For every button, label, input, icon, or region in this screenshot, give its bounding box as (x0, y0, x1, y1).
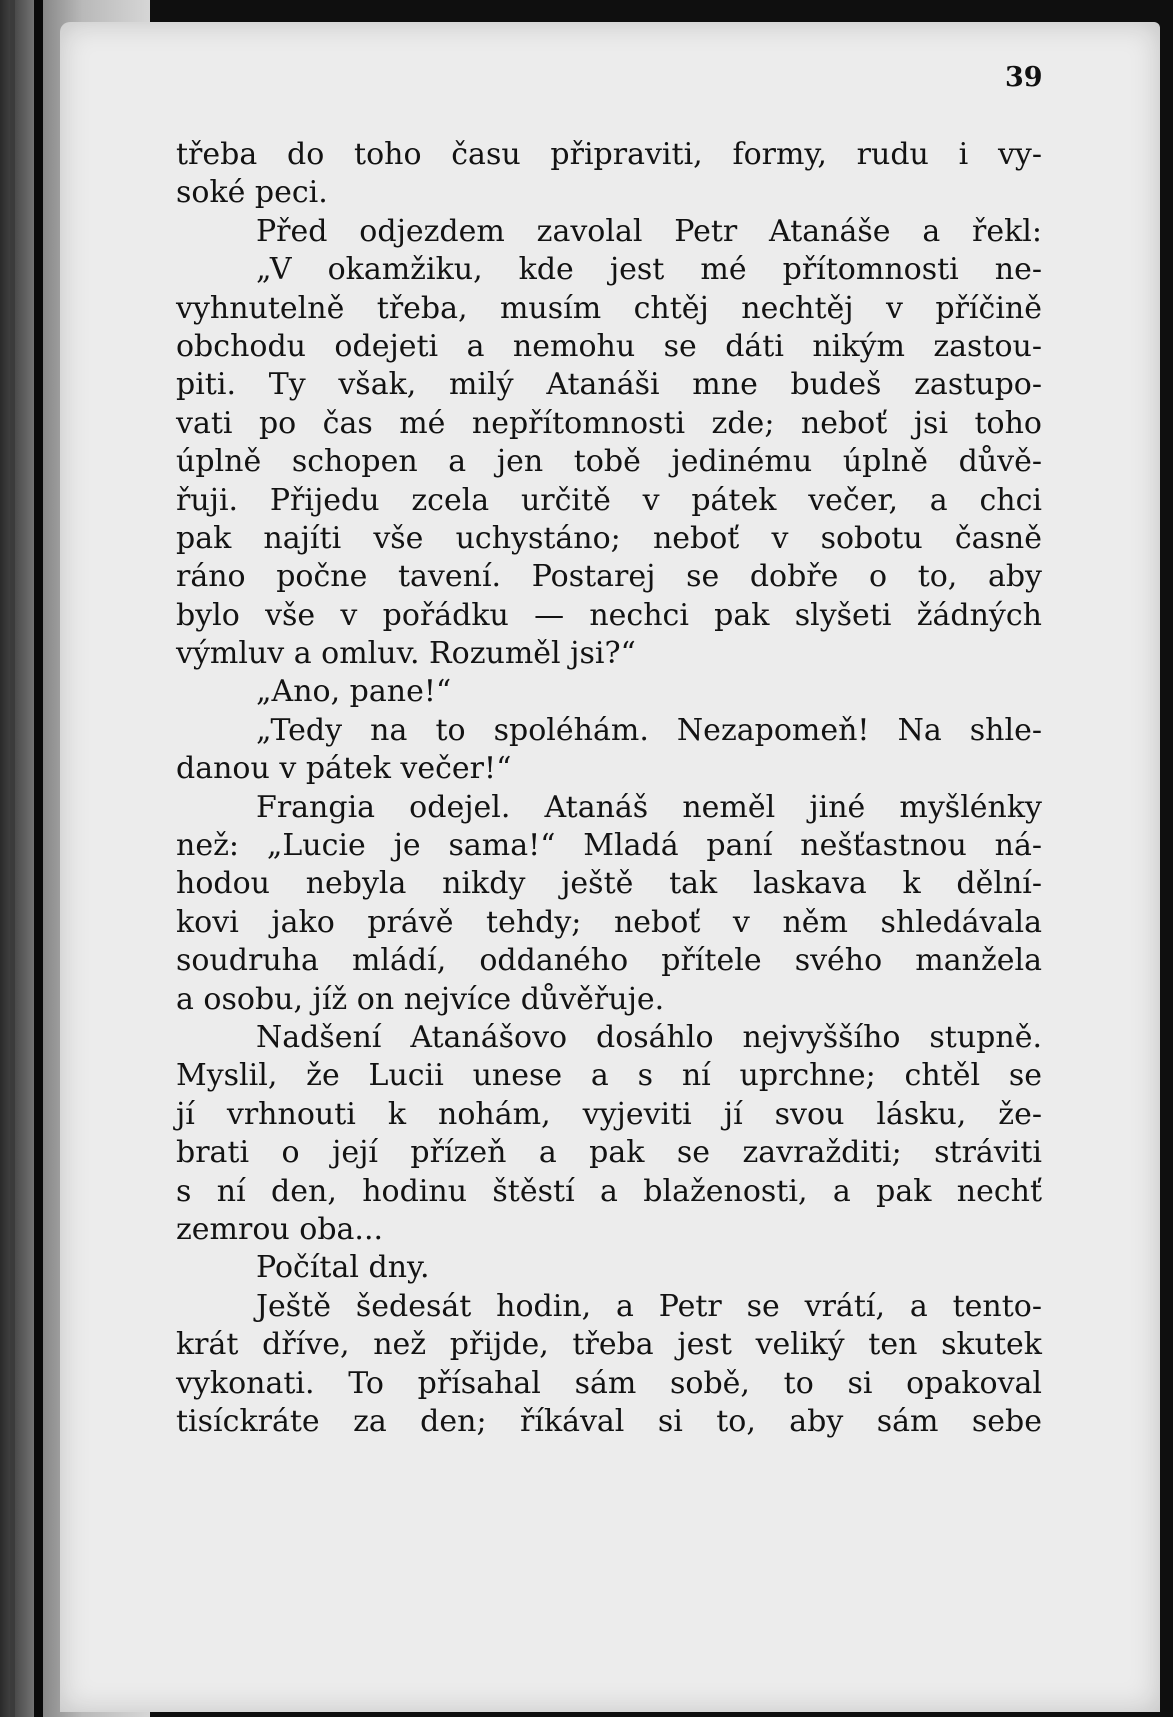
text-line: Před odjezdem zavolal Petr Atanáše a řekl: (256, 213, 1042, 249)
text-line: „Ano, pane!“ (256, 674, 452, 710)
text-line: hodou nebyla nikdy ještě tak laskava k dělní- (176, 866, 1042, 902)
text-line: řuji. Přijedu zcela určitě v pátek večer, a chci (176, 482, 1042, 518)
text-line: Myslil, že Lucii unese a s ní uprchne; chtěl se (176, 1058, 1042, 1094)
text-line: Ještě šedesát hodin, a Petr se vrátí, a tento- (256, 1288, 1042, 1324)
text-line: Frangia odejel. Atanáš neměl jiné myšlénky (256, 789, 1042, 825)
spine-edge (10, 0, 15, 1717)
text-line: s ní den, hodinu štěstí a blaženosti, a pak nechť (176, 1173, 1042, 1209)
text-line: „Tedy na to spoléhám. Nezapomeň! Na shle- (256, 712, 1042, 748)
text-line: vykonati. To přísahal sám sobě, to si opakoval (176, 1365, 1042, 1401)
text-line: zemrou oba... (176, 1211, 384, 1247)
text-line: soké peci. (176, 175, 328, 211)
text-line: bylo vše v pořádku — nechci pak slyšeti žádných (176, 597, 1042, 633)
text-line: pak najíti vše uchystáno; neboť v sobotu časně (176, 520, 1042, 556)
text-line: než: „Lucie je sama!“ Mladá paní nešťastnou ná- (176, 828, 1042, 864)
text-line: výmluv a omluv. Rozuměl jsi?“ (176, 636, 636, 672)
text-line: Nadšení Atanášovo dosáhlo nejvyššího stupně. (256, 1019, 1042, 1055)
text-line: ráno počne tavení. Postarej se dobře o to, aby (176, 559, 1042, 595)
page-number: 39 (1005, 62, 1043, 93)
text-line: soudruha mládí, oddaného přítele svého manžela (176, 943, 1042, 979)
text-line: krát dříve, než přijde, třeba jest veliký ten skutek (176, 1327, 1042, 1363)
text-line: obchodu odejeti a nemohu se dáti nikým zastou- (176, 328, 1042, 364)
text-line: jí vrhnouti k nohám, vyjeviti jí svou lásku, že- (176, 1096, 1042, 1132)
text-line: brati o její přízeň a pak se zavražditi; stráviti (176, 1135, 1042, 1171)
text-line: úplně schopen a jen tobě jedinému úplně důvě- (176, 444, 1042, 480)
text-line: tisíckráte za den; říkával si to, aby sám sebe (176, 1403, 1042, 1439)
text-line: kovi jako právě tehdy; neboť v něm shledávala (176, 904, 1042, 940)
spine-gutter (34, 0, 43, 1717)
text-line: vati po čas mé nepřítomnosti zde; neboť jsi toho (176, 405, 1042, 441)
text-line: třeba do toho času připraviti, formy, rudu i vy- (176, 137, 1042, 172)
text-line: vyhnutelně třeba, musím chtěj nechtěj v příčině (176, 290, 1042, 326)
text-line: „V okamžiku, kde jest mé přítomnosti ne- (256, 252, 1042, 288)
text-line: piti. Ty však, milý Atanáši mne budeš zastupo- (176, 367, 1042, 403)
text-line: Počítal dny. (256, 1250, 430, 1286)
body-text (176, 136, 1042, 1441)
text-line: a osobu, jíž on nejvíce důvěřuje. (176, 981, 665, 1017)
text-line: danou v pátek večer!“ (176, 751, 512, 787)
